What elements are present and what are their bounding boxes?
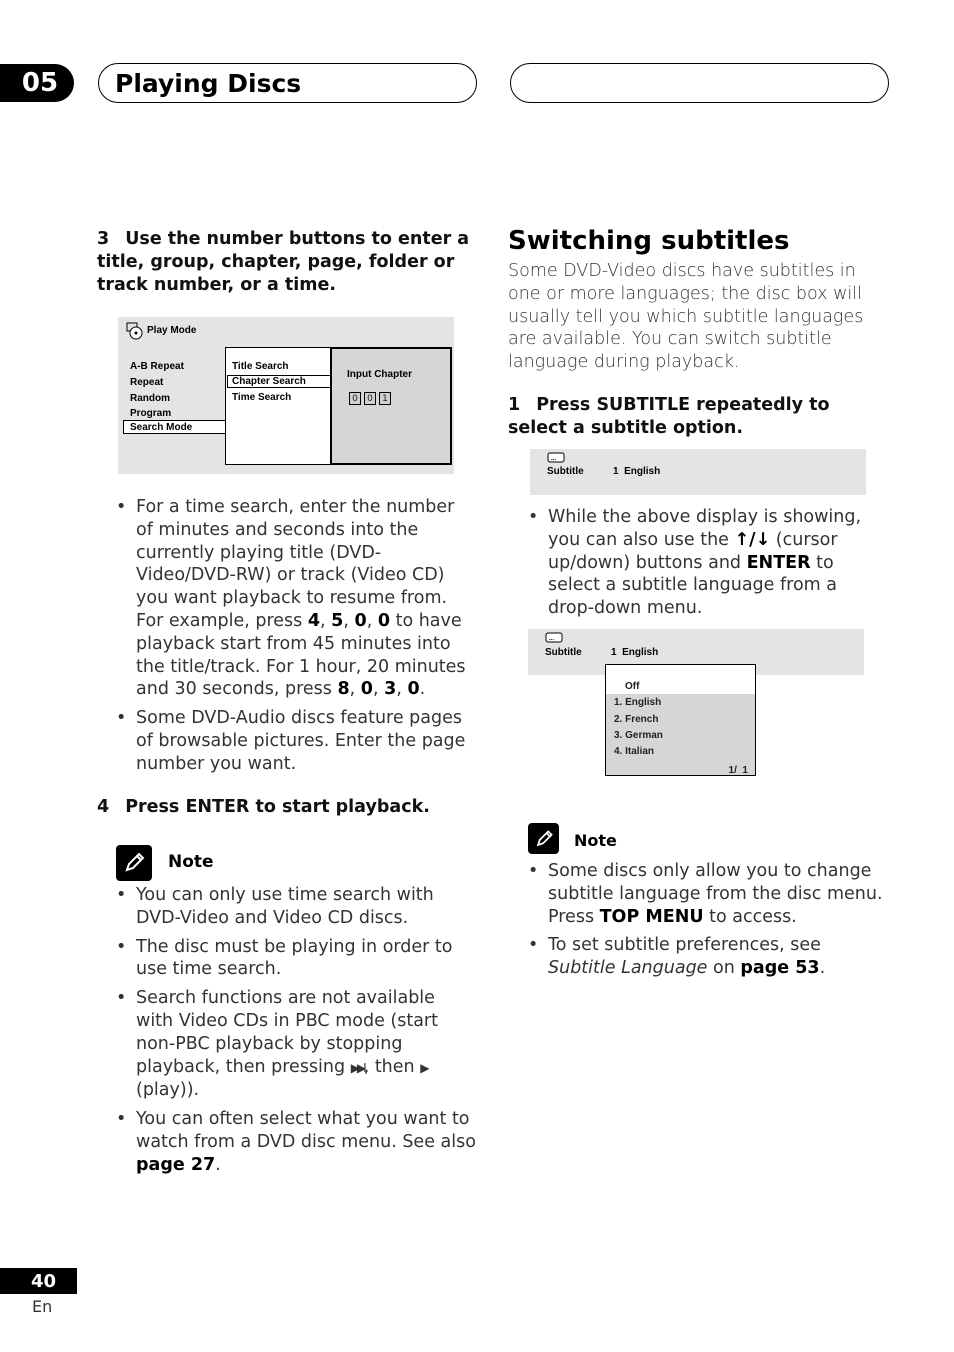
bullet-item <box>116 707 476 775</box>
note-text: Search functions are not available with Video CDs in PBC mode (start non-PBC playback by stopping playback, then pressing <box>136 988 438 1077</box>
key-label: TOP MENU <box>599 906 704 927</box>
page-language: En <box>32 1297 53 1316</box>
note-item <box>116 884 476 930</box>
chapter-title: Playing Discs <box>115 68 302 98</box>
note-text: (play)). <box>136 1080 200 1101</box>
subtitle-label: Subtitle <box>547 466 584 477</box>
subtitle-screen <box>530 449 866 495</box>
separator: , <box>343 610 355 631</box>
page-number: 40 <box>0 1268 77 1294</box>
dropdown-option[interactable]: 2. French <box>614 714 659 725</box>
note-item <box>528 860 888 928</box>
dropdown-option[interactable]: 3. German <box>614 730 663 741</box>
submenu-item-selected: Chapter Search <box>232 376 306 387</box>
key-label: 8 <box>337 679 350 700</box>
time-search-bullets <box>116 496 476 782</box>
right-notes <box>528 860 888 986</box>
note-text: You can only use time search with DVD-Video and Video CD discs. <box>136 885 434 928</box>
left-notes <box>116 884 476 1183</box>
pencil-note-icon <box>116 845 152 881</box>
digit-box: 0 <box>349 392 361 405</box>
submenu-item: Title Search <box>232 361 289 372</box>
section-heading: Switching subtitles <box>508 226 790 256</box>
menu-item: A-B Repeat <box>130 361 184 372</box>
bullet-text: (cursor up/down) buttons and <box>548 529 838 573</box>
next-skip-icon: ▶▶I <box>350 1060 364 1075</box>
cursor-up-down-icon: ↑/↓ <box>734 529 771 550</box>
digit-box: 0 <box>364 392 376 405</box>
note-text: You can often select what you want to watch from a DVD disc menu. See also <box>136 1109 476 1152</box>
key-label: 3 <box>384 679 397 700</box>
separator: , <box>349 679 361 700</box>
dropdown-option[interactable]: 4. Italian <box>614 746 655 757</box>
setting-name: Subtitle Language <box>548 958 708 979</box>
key-label: 0 <box>407 679 420 700</box>
subtitle-label: Subtitle <box>545 647 582 658</box>
note-text: to access. <box>703 906 797 927</box>
key-label: 0 <box>377 610 391 631</box>
page-reference: page 27 <box>136 1154 216 1175</box>
dropdown-option[interactable]: Off <box>625 681 640 692</box>
dropdown-page-indicator: 1/ 1 <box>728 765 748 776</box>
bullet-text: to select a subtitle language from a drop-down menu. <box>548 552 837 619</box>
pencil-note-icon <box>528 823 559 854</box>
bullet-item <box>528 506 888 620</box>
submenu-item: Time Search <box>232 392 292 403</box>
input-panel <box>330 347 452 465</box>
step-text: Press SUBTITLE repeatedly to select a subtitle option. <box>508 395 830 438</box>
step-number: 4 <box>97 797 110 817</box>
chapter-number-badge: 05 <box>0 64 74 102</box>
header-empty-pill <box>510 63 889 103</box>
step-4 <box>97 796 477 819</box>
key-label: 4 <box>307 610 321 631</box>
step-number: 3 <box>97 229 110 249</box>
disc-icon <box>126 322 144 340</box>
subtitle-icon <box>547 452 565 464</box>
key-label: ENTER <box>746 552 811 573</box>
note-heading: Note <box>574 831 617 850</box>
step-text: Press ENTER to start playback. <box>125 797 430 817</box>
key-label: 5 <box>331 610 344 631</box>
step-text: Use the number buttons to enter a title, group, chapter, page, folder or track number, or a time. <box>97 229 470 295</box>
bullet-text: For a time search, enter the number of minutes and seconds into the currently playing title (DVD-Video/DVD-RW) or track (Video CD) you want playback to resume from. For example, press <box>136 497 455 631</box>
note-item <box>116 1108 476 1176</box>
key-label: 0 <box>360 679 373 700</box>
intro-paragraph: Some DVD-Video discs have subtitles in one or more languages; the disc box will usually tell you which subtitle languages are available. You can switch subtitle language during playback. <box>508 261 864 373</box>
svg-text:...: ... <box>549 636 555 642</box>
bullet-text: While the above display is showing, you can also use the <box>548 507 862 550</box>
subtitle-value: 1 English <box>613 466 661 477</box>
subtitle-value: 1 English <box>611 647 659 658</box>
bullet-text: Some DVD-Audio discs feature pages of browsable pictures. Enter the page number you want. <box>136 708 466 774</box>
note-text: on <box>707 958 741 979</box>
note-item <box>528 934 888 980</box>
note-text: , then <box>363 1056 421 1077</box>
bullet-item <box>116 496 476 701</box>
svg-text:...: ... <box>551 456 557 462</box>
separator: . <box>215 1154 221 1175</box>
input-label: Input Chapter <box>347 369 412 380</box>
chapter-title-pill <box>98 63 477 103</box>
separator: , <box>396 679 408 700</box>
screen-title: Play Mode <box>147 325 197 336</box>
note-text: To set subtitle preferences, see <box>548 935 821 956</box>
page-reference: page 53 <box>740 958 820 979</box>
step-number: 1 <box>508 395 521 415</box>
note-text: The disc must be playing in order to use time search. <box>136 936 453 980</box>
menu-item: Program <box>130 408 172 419</box>
bullet-text: to have playback start from 45 minutes into the title/track. For 1 hour, 20 minutes and 30 seconds, press <box>136 610 466 700</box>
note-item <box>116 936 476 982</box>
dropdown-option[interactable]: 1. English <box>614 697 662 708</box>
separator: , <box>366 610 378 631</box>
play-mode-screen <box>118 317 454 474</box>
subtitle-bullets <box>528 506 888 626</box>
play-icon: ▶ <box>420 1060 430 1075</box>
note-text: Some discs only allow you to change subtitle language from the disc menu. Press <box>548 861 883 927</box>
digit-box: 1 <box>379 392 391 405</box>
subtitle-icon <box>545 632 563 644</box>
separator: . <box>419 679 426 700</box>
menu-item-selected: Search Mode <box>130 422 193 433</box>
separator: . <box>819 958 826 979</box>
note-heading: Note <box>168 852 214 872</box>
note-item <box>116 987 476 1102</box>
separator: , <box>320 610 332 631</box>
step-3 <box>97 228 477 297</box>
separator: , <box>372 679 385 700</box>
step-1 <box>508 394 888 440</box>
key-label: 0 <box>354 610 367 631</box>
menu-item: Repeat <box>130 377 164 388</box>
menu-item: Random <box>130 393 170 404</box>
subtitle-dropdown[interactable] <box>605 664 756 776</box>
